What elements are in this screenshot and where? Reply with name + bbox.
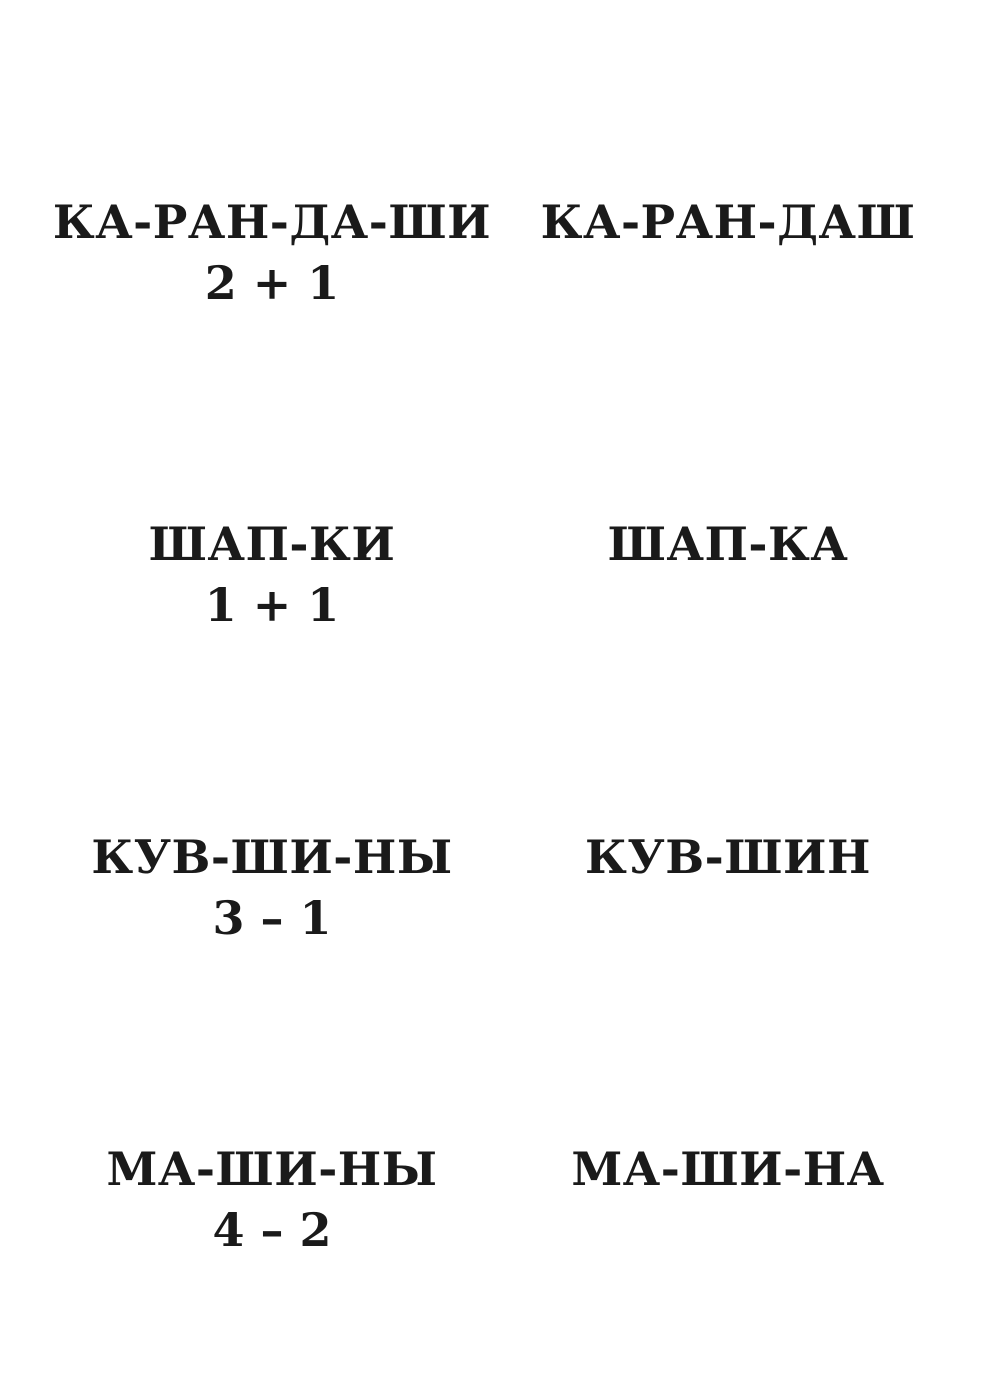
singular-word: КУВ-ШИН: [585, 830, 871, 884]
singular-word: КА-РАН-ДАШ: [540, 195, 916, 249]
plural-card-cars: [42, 1139, 502, 1261]
plural-word: МА-ШИ-НЫ: [106, 1142, 438, 1196]
singular-word: МА-ШИ-НА: [571, 1142, 885, 1196]
singular-card-pencil: [498, 192, 958, 252]
syllable-formula: 1 + 1: [204, 578, 340, 632]
plural-word: КА-РАН-ДА-ШИ: [52, 195, 492, 249]
plural-card-jugs: [42, 827, 502, 949]
singular-card-hat: [498, 514, 958, 574]
singular-card-car: [498, 1139, 958, 1199]
plural-word: КУВ-ШИ-НЫ: [91, 830, 453, 884]
plural-card-pencils: [42, 192, 502, 314]
syllable-formula: 4 – 2: [212, 1203, 332, 1257]
plural-card-hats: [42, 514, 502, 636]
syllable-formula: 3 – 1: [212, 891, 332, 945]
singular-word: ШАП-КА: [607, 517, 849, 571]
plural-word: ШАП-КИ: [148, 517, 396, 571]
singular-card-jug: [498, 827, 958, 887]
syllable-formula: 2 + 1: [204, 256, 340, 310]
